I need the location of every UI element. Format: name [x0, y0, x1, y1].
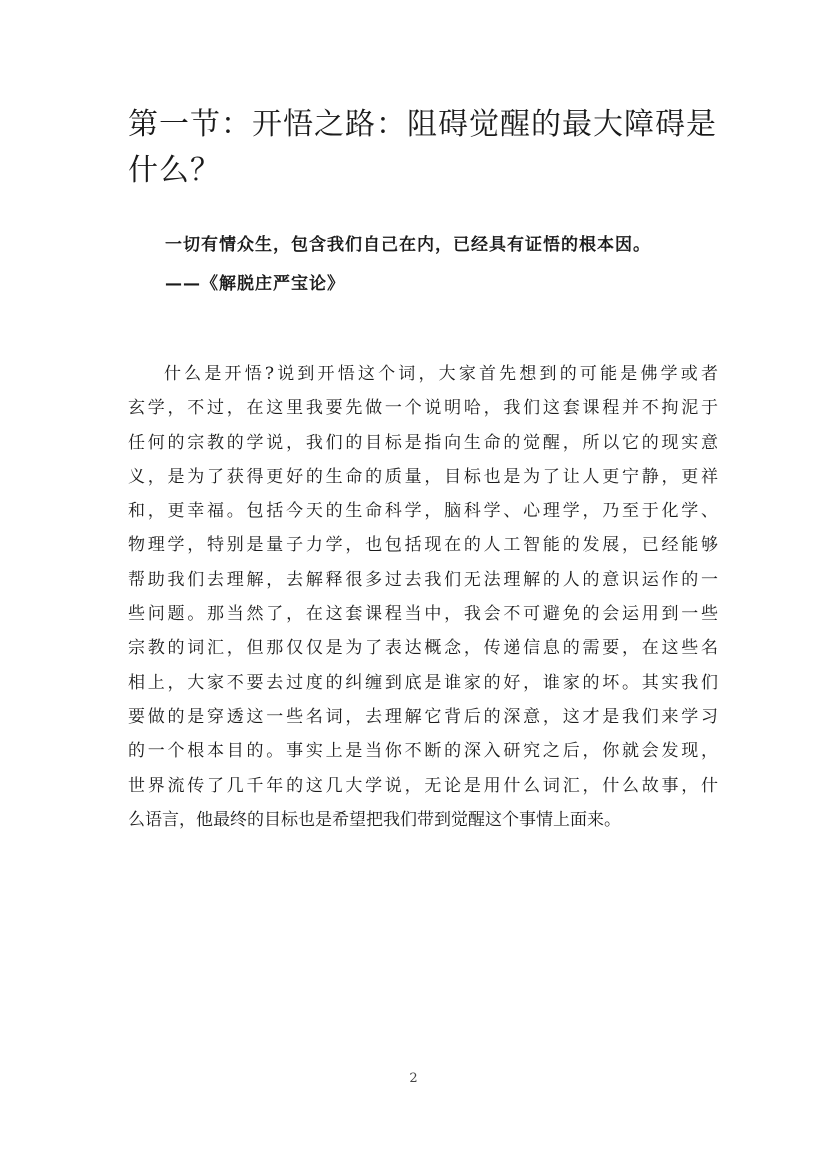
body-line: 的一个根本目的。事实上是当你不断的深入研究之后，你就会发现，: [128, 741, 718, 762]
body-line: 和，更幸福。包括今天的生命科学，脑科学、心理学，乃至于化学、: [128, 501, 718, 522]
page-title: 第一节：开悟之路：阻碍觉醒的最大障碍是什么？: [128, 107, 717, 188]
epigraph-source: ——《解脱庄严宝论》: [165, 274, 345, 294]
body-line: 世界流传了几千年的这几大学说，无论是用什么词汇，什么故事，什: [128, 775, 718, 796]
body-line: 些问题。那当然了，在这套课程当中，我会不可避免的会运用到一些: [128, 604, 718, 625]
body-line: 相上，大家不要去过度的纠缠到底是谁家的好，谁家的坏。其实我们: [128, 672, 718, 693]
body-line: 物理学，特别是量子力学，也包括现在的人工智能的发展，已经能够: [128, 535, 718, 556]
epigraph-quote: 一切有情众生，包含我们自己在内，已经具有证悟的根本因。: [165, 235, 651, 255]
body-line: 要做的是穿透这一些名词，去理解它背后的深意，这才是我们来学习: [128, 706, 718, 727]
body-line: 义，是为了获得更好的生命的质量，目标也是为了让人更宁静，更祥: [128, 466, 718, 487]
body-line: 玄学，不过，在这里我要先做一个说明哈，我们这套课程并不拘泥于: [128, 398, 718, 419]
body-line: 任何的宗教的学说，我们的目标是指向生命的觉醒，所以它的现实意: [128, 432, 718, 453]
body-line: 么语言，他最终的目标也是希望把我们带到觉醒这个事情上面来。: [128, 809, 621, 830]
body-line: 宗教的词汇，但那仅仅是为了表达概念，传递信息的需要，在这些名: [128, 638, 718, 659]
body-line: 帮助我们去理解，去解释很多过去我们无法理解的人的意识运作的一: [128, 569, 718, 590]
page-number: 2: [409, 1071, 418, 1086]
body-line: 什么是开悟?说到开悟这个词，大家首先想到的可能是佛学或者: [164, 364, 718, 384]
body-paragraph: [128, 357, 718, 837]
